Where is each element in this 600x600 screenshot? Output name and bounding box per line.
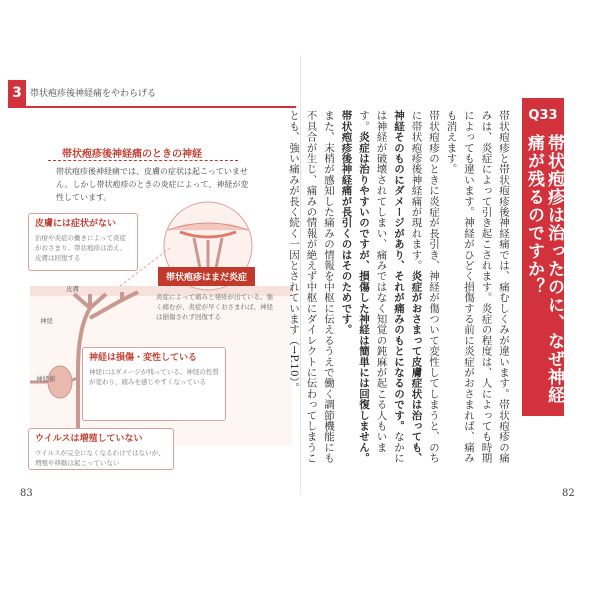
chapter-number: 3 xyxy=(8,80,26,106)
paragraph-3c: なかには神経が破壊されてしまい、痛みではなく知覚の鈍麻が起こる人もいます。 xyxy=(358,110,405,464)
chapter-title: 帯状疱疹後神経痛をやわらげる xyxy=(30,89,157,99)
paragraph-4: また、末梢が感知した痛みの情報を中枢に伝えるうえで働く調節機能にも不具合が生じ、痛みの情報が絶えず中枢にダイレクトに伝わってしまうことも、強い痛みが長く続く一因とされています（→P.10）。 xyxy=(288,110,335,464)
body-text xyxy=(288,110,512,470)
nerve-label: 神経 xyxy=(40,317,53,325)
header-rule xyxy=(8,106,296,108)
page-number-left: 83 xyxy=(20,488,33,499)
callout-damage-heading: 神経は損傷・変性している xyxy=(89,353,198,363)
paragraph-2: 神経がひどく損傷する前に炎症がおさまれば、痛みも消えます。 xyxy=(445,110,475,464)
figure-title-rule xyxy=(48,160,238,161)
page-number-right: 82 xyxy=(562,488,575,499)
paragraph-3a: 帯状疱疹のときに炎症が長引き、神経が傷ついて変性してしまうと、のちに帯状疱疹後神経痛が現れます。 xyxy=(410,110,440,464)
callout-skin-body: 治療や炎症の働きによって炎症がおさまり、帯状疱疹は消え、皮膚は回復する xyxy=(35,234,127,262)
callout-virus-body: ウイルスが完全になくなるわけではないが、増殖や移動は起こっていない xyxy=(35,449,165,467)
inflammation-badge: 帯状疱疹はまだ炎症 xyxy=(158,267,255,286)
inflammation-body: 炎症によって痛みと発疹が出ている。強く痛むが、炎症が早くおさまれば、神経は損傷されず回復する xyxy=(156,293,273,321)
callout-virus xyxy=(28,428,174,470)
figure-description: 帯状疱疹後神経痛では、皮膚の症状は起こっていません。しかし帯状疱疹のときの炎症によって、神経が変性しています。 xyxy=(56,167,249,202)
ganglion-label: 神経節 xyxy=(36,375,56,383)
paragraph-3d-highlight: 炎症は治りやすいのですが、損傷した神経は簡単には回復しません。帯状疱疹後神経痛が長引くのはそのためです。 xyxy=(340,110,370,464)
paragraph-1: 帯状疱疹と帯状疱疹後神経痛では、痛むしくみが違います。帯状疱疹の痛みは、炎症によって引き起こされます。炎症の程度は、人によっても時期によっても違います。 xyxy=(463,110,510,464)
skin-label: 皮膚 xyxy=(66,285,79,293)
callout-skin xyxy=(28,213,138,271)
callout-skin-heading: 皮膚には症状がない xyxy=(35,219,117,229)
callout-damage-body: 神経にはダメージが残っている。神経の性質が変わり、痛みを感じやすくなっている xyxy=(89,368,219,386)
question-title: 帯状疱疹は治ったのに、なぜ神経痛が残るのですか？ xyxy=(524,134,564,404)
callout-nerve-damage xyxy=(82,347,226,421)
paragraph-3b-highlight: 炎症がおさまって皮膚症状は治っても、神経そのものにダメージがあり、それが痛みのもとになるのです。 xyxy=(393,110,423,464)
figure-title: 帯状疱疹後神経痛のときの神経 xyxy=(62,149,202,160)
question-number: Q33 xyxy=(528,107,558,123)
callout-virus-heading: ウイルスは増殖していない xyxy=(35,434,143,444)
